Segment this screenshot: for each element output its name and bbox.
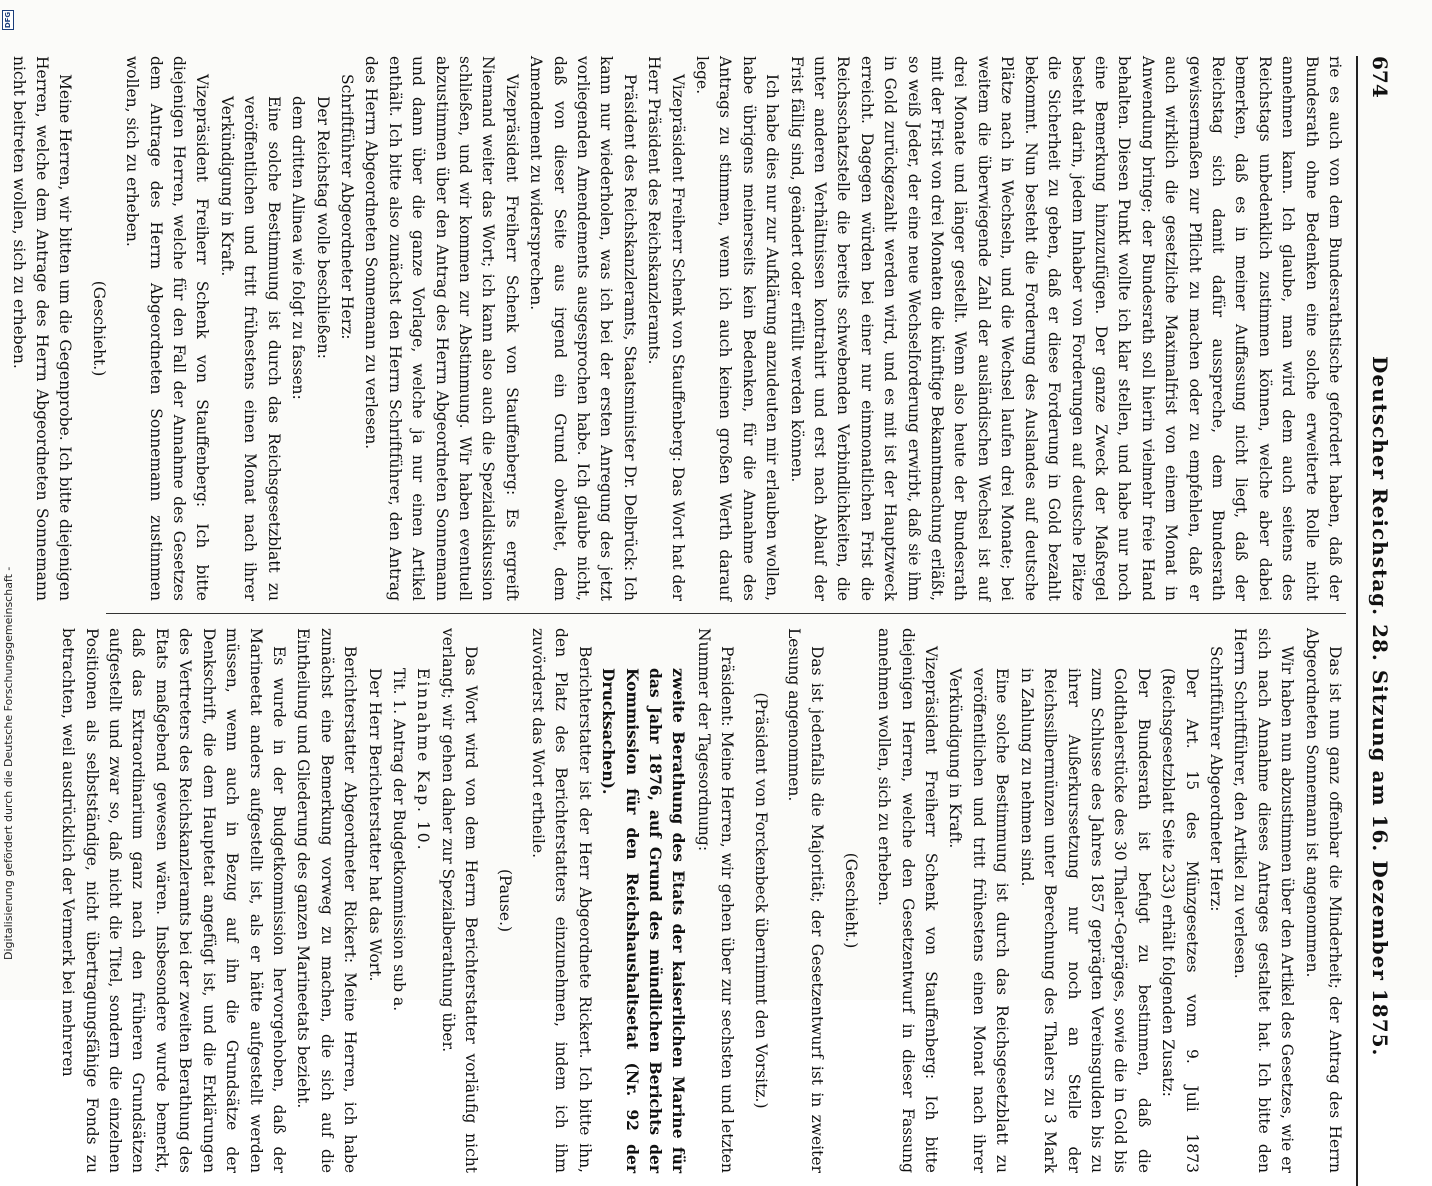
paragraph: Ich habe dies nur zur Aufklärung anzudeuten mir erlauben wollen, habe übrigens meinerseits kein Bedenken, für die Annahme des Antrags zu stimmen, wenn ich auch keinen großen Werth darauf lege. xyxy=(693,56,782,601)
paragraph: Wir haben nun abzustimmen über den Artikel des Gesetzes, wie er sich nach Annahme dieses Antrages gestaltet hat. Ich bitte den Herrn Schriftführer, den Artikel zu verlesen. xyxy=(1231,628,1297,1173)
paragraph: Der Herr Berichterstatter hat das Wort. xyxy=(365,668,384,982)
dfg-logo-icon: DFG xyxy=(4,11,12,29)
digitization-credit: Digitalisierung gefördert durch die Deutsche Forschungsgemeinschaft - xyxy=(2,566,15,960)
stage-direction: (Pause.) xyxy=(495,868,514,933)
stage-direction: (Geschieht.) xyxy=(89,280,108,377)
speaker-line: Schriftführer Abgeordneter Herz: xyxy=(1206,646,1225,912)
paragraph: Berichterstatter ist der Herr Abgeordnete Rickert. Ich bitte ihn, den Platz des Berichterstatters einzunehmen, indem ich ihm zuvörderst das Wort ertheile. xyxy=(529,628,594,1173)
paragraph: Vizepräsident Freiherr Schenk von Stauffenberg: Es ergreift Niemand weiter das Wort; ich kann also auch die Spezialdiskussion schließen, und wir kommen zur Abstimmung. Wir haben eventuell abzustimmen über den Antrag des Herrn Abgeordneten Sonnemann und dann über die ganze Vorlage, welche ja nur einen Artikel enthält. Ich bitte also zunächst den Herrn Schriftführer, den Antrag des Herrn Abgeordneten Sonnemann zu verlesen. xyxy=(362,56,521,601)
footer-strip xyxy=(0,0,16,1000)
agenda-item: zweite Berathung des Etats der kaiserlichen Marine für das Jahr 1876, auf Grund des mündlichen Berichts der Kommission für den Reichshaushaltsetat (Nr. 92 der Drucksachen). xyxy=(599,668,689,1173)
column-rule xyxy=(106,613,1346,614)
article-text: Der Art. 15 des Münzgesetzes vom 9. Juli 1873 (Reichsgesetzblatt Seite 233) erhält folgenden Zusatz: xyxy=(1159,668,1201,1173)
paragraph: Das ist jedenfalls die Majorität; der Gesetzentwurf ist in zweiter Lesung angenommen. xyxy=(785,628,827,1173)
motion-text: Eine solche Bestimmung ist durch das Reichsgesetzblatt zu veröffentlichen und tritt frühestens einen Monat nach ihrer Verkündigung in Kraft. xyxy=(217,96,283,601)
paragraph: Berichterstatter Abgeordneter Rickert: Meine Herren, ich habe zunächst eine Bemerkung vorweg zu machen, die sich auf die Eintheilung und Gliederung des ganzen Marineetats bezieht. xyxy=(294,628,360,1173)
stage-direction: (Geschieht.) xyxy=(841,852,860,949)
paragraph: Vizepräsident Freiherr Schenk von Stauffenberg: Ich bitte diejenigen Herren, welche den Gesetzentwurf in dieser Fassung annehmen wollen, sich zu erheben. xyxy=(875,628,941,1173)
motion-line: dem dritten Alinea wie folgt zu fassen: xyxy=(289,96,308,400)
running-title: Deutscher Reichstag. 28. Sitzung am 16. Dezember 1875. xyxy=(1368,356,1392,1057)
paragraph: Vizepräsident Freiherr Schenk von Stauffenberg: Ich bitte diejenigen Herren, welche für den Fall der Annahme des Gesetzes dem Antrage des Herrn Abgeordneten Sonnemann zustimmen wollen, sich zu erheben. xyxy=(123,56,212,601)
paragraph: Das ist nun ganz offenbar die Minderheit; der Antrag des Herrn Abgeordneten Sonnemann ist angenommen. xyxy=(1302,628,1344,1173)
article-text: Der Bundesrath ist befugt zu bestimmen, daß die Goldthalerstücke des 30 Thaler-Gepräges, sowie die in Gold bis zum Schlusse des Jahres 1857 geprägten Vereinsgulden bis zu ihrer Außerkurssetzung nur noch an Stelle der Reichssilbermünzen unter Berechnung des Thalers zu 3 Mark in Zahlung zu nehmen sind. xyxy=(1017,668,1153,1173)
budget-heading: Einnahme Kap. 10. xyxy=(414,668,433,852)
motion-line: Der Reichstag wolle beschließen: xyxy=(313,96,332,359)
paragraph: Das Wort wird von dem Herrn Berichterstatter vorläufig nicht verlangt; wir gehen daher zur Spezialberathung über. xyxy=(438,628,481,1173)
header-rule xyxy=(1356,56,1358,1186)
page-header xyxy=(1358,56,1396,1186)
left-column xyxy=(9,56,1346,601)
paragraph: Meine Herren, wir bitten um die Gegenprobe. Ich bitte diejenigen Herren, welche dem Antrage des Herrn Abgeordneten Sonnemann nicht beitreten wollen, sich zu erheben. xyxy=(9,56,75,601)
right-column xyxy=(59,628,1346,1173)
paragraph: Präsident: Meine Herren, wir gehen über zur sechsten und letzten Nummer der Tagesordnung: xyxy=(694,628,737,1173)
paragraph: Präsident des Reichskanzleramts, Staatsminister Dr. Delbrück: Ich kann nur wiederholen, was ich bei der ersten Anregung des jetzt vorliegenden Amendements ausgesprochen habe. Ich glaube nicht, daß von dieser Seite aus irgend ein Grund obwaltet, dem Amendement zu widersprechen. xyxy=(527,56,639,601)
paragraph: rie es auch von dem Bundesrathstische gefordert haben, daß der Bundesrath ohne Bedenken eine solche erweiterte Rolle nicht annehmen kann. Ich glaube, man wird dem auch seitens des Reichstags unbedenklich zustimmen können, welche aber dabei bemerken, daß es in meiner Auffassung nicht liegt, daß der Reichstag sich damit dafür ausspreche, dem Bundesrath gewissermaßen zur Pflicht zu machen oder zu empfehlen, daß er auch wirklich die gesetzliche Maximalfrist von einem Monat in Anwendung bringe; der Bundesrath soll hierin vielmehr freie Hand behalten. Diesen Punkt wollte ich klar stellen, und habe nur noch eine Bemerkung hinzuzufügen. Der ganze Zweck der Maßregel besteht darin, jedem Inhaber von Forderungen auf deutsche Plätze die Sicherheit zu geben, daß er diese Forderung in Gold bezahlt bekommt. Nun besteht die Forderung des Auslandes auf deutsche Plätze nach in Wechseln, und die Wechsel laufen drei Monate; bei weitem die überwiegende Zahl der ausländischen Wechsel ist auf drei Monate und länger gestellt. Wenn also heute der Bundesrath mit der Frist von drei Monaten die künftige Bekanntmachung erläßt, so weiß Jeder, der eine neue Wechselforderung erwirbt, daß sie ihm in Gold zurückgezahlt werden wird, und es mit ist der Hauptzweck erreicht. Dagegen würden bei einer nur einmonatlichen Frist die Reichsschatzstelle die bereits schwebenden Verbindlichkeiten, die unter anderen Verhältnissen kontrahirt und erst nach Ablauf der Frist fällig sind, geändert oder erfüllt werden können. xyxy=(787,56,1344,601)
speaker-line: Schriftführer Abgeordneter Herz: xyxy=(337,74,356,340)
paragraph: Es wurde in der Budgetkommission hervorgehoben, daß der Marineetat anders aufgestellt ist, als er hätte aufgestellt werden müssen, wenn auch in Bezug auf ihn die Grundsätze der Denkschrift, die dem Hauptetat angefügt ist, und die Erklärungen des Vertreters des Reichskanzleramts bei der zweiten Berathung des Etats maßgebend gewesen wären. Insbesondere wurde bemerkt, daß das Extraordinarium ganz nach den früheren Grundsätzen aufgestellt und zwar so, daß nicht die Titel, sondern die einzelnen Positionen als selbstständige, nicht übertragungsfähige Fonds zu betrachten, weil ausdrücklich der Vermerk bei mehreren xyxy=(59,628,288,1173)
stage-direction: (Präsident von Forckenbeck übernimmt den Vorsitz.) xyxy=(751,692,770,1109)
article-text: Eine solche Bestimmung ist durch das Reichsgesetzblatt zu veröffentlichen und tritt frühestens einen Monat nach ihrer Verkündigung in Kraft. xyxy=(946,668,1012,1173)
page-number: 674 xyxy=(1368,56,1392,98)
budget-title: Tit. 1. Antrag der Budgetkommission sub a. xyxy=(389,668,408,1012)
paragraph: Vizepräsident Freiherr Schenk von Stauffenberg: Das Wort hat der Herr Präsident des Reichskanzleramts. xyxy=(645,56,687,601)
